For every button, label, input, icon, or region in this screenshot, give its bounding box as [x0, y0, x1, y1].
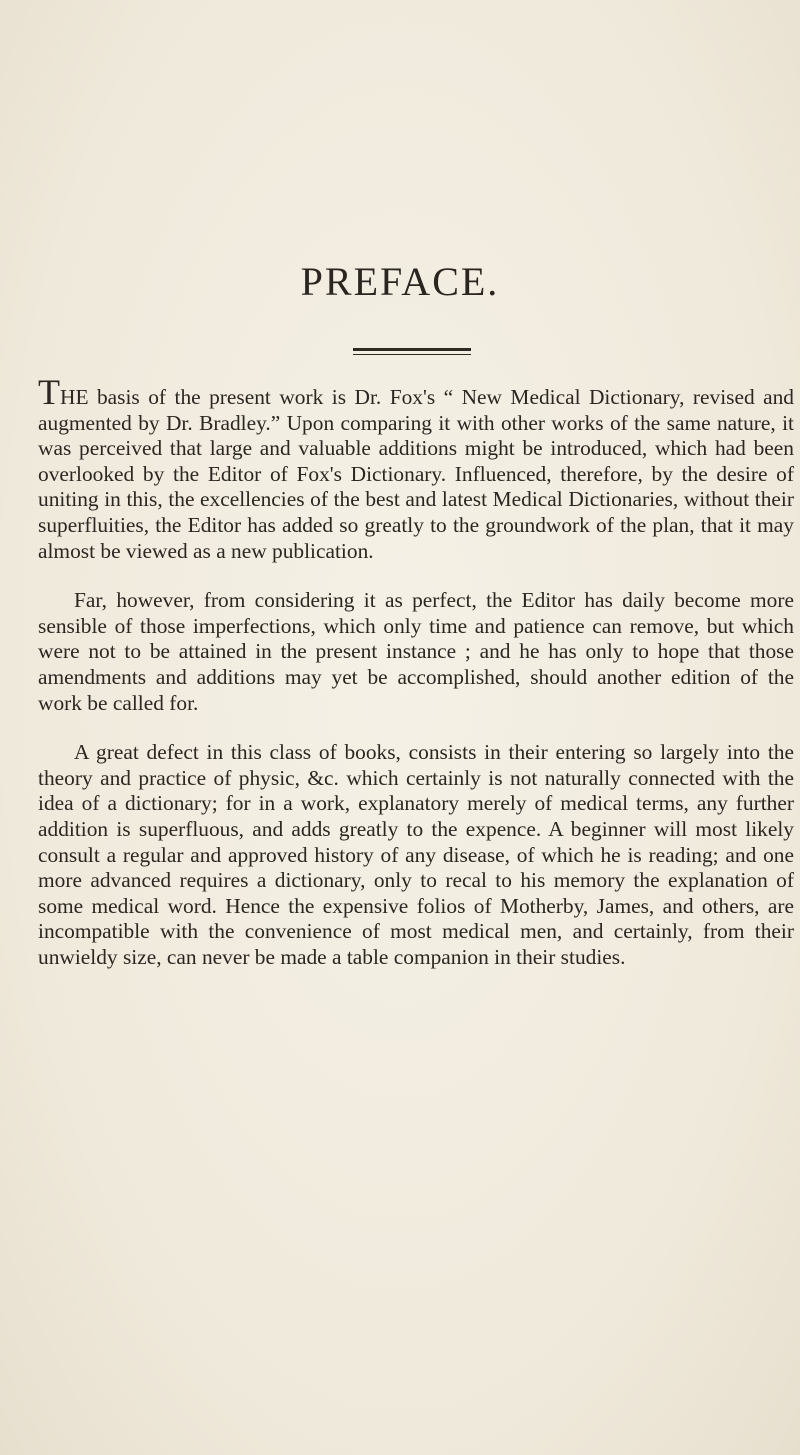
paragraph-1	[38, 372, 794, 564]
preface-body	[38, 372, 794, 994]
drop-cap: T	[38, 372, 60, 412]
paragraph-2: Far, however, from considering it as perfect, the Editor has daily become more sensible of those imperfections, which only time and patience can remove, but which were not to be attained in the present instance ; and he has only to hope that those amendments and additions may yet be accomplished, should another edition of the work be called for.	[38, 588, 794, 715]
paragraph-1-text: HE basis of the present work is Dr. Fox's “ New Medical Dictionary, revised and augmented by Dr. Bradley.” Upon comparing it with other works of the same nature, it was perceived that large and valuable additions might be introduced, which had been overlooked by the Editor of Fox's Dictionary. Influenced, therefore, by the desire of uniting in this, the excellencies of the best and latest Medical Dictionaries, without their superfluities, the Editor has added so greatly to the groundwork of the plan, that it may almost be viewed as a new publication.	[38, 385, 794, 563]
title-rule-thick	[353, 348, 471, 351]
title-rule-thin	[353, 354, 471, 355]
paragraph-3: A great defect in this class of books, consists in their entering so largely into the theory and practice of physic, &c. which certainly is not naturally connected with the idea of a dictionary; for in a work, explanatory merely of medical terms, any further addition is superfluous, and adds greatly to the expence. A beginner will most likely consult a regular and approved history of any disease, of which he is reading; and one more advanced requires a dictionary, only to recal to his memory the explanation of some medical word. Hence the expensive folios of Motherby, James, and others, are incompatible with the convenience of most medical men, and certainly, from their unwieldy size, can never be made a table companion in their studies.	[38, 740, 794, 969]
page-title: PREFACE.	[300, 259, 500, 304]
